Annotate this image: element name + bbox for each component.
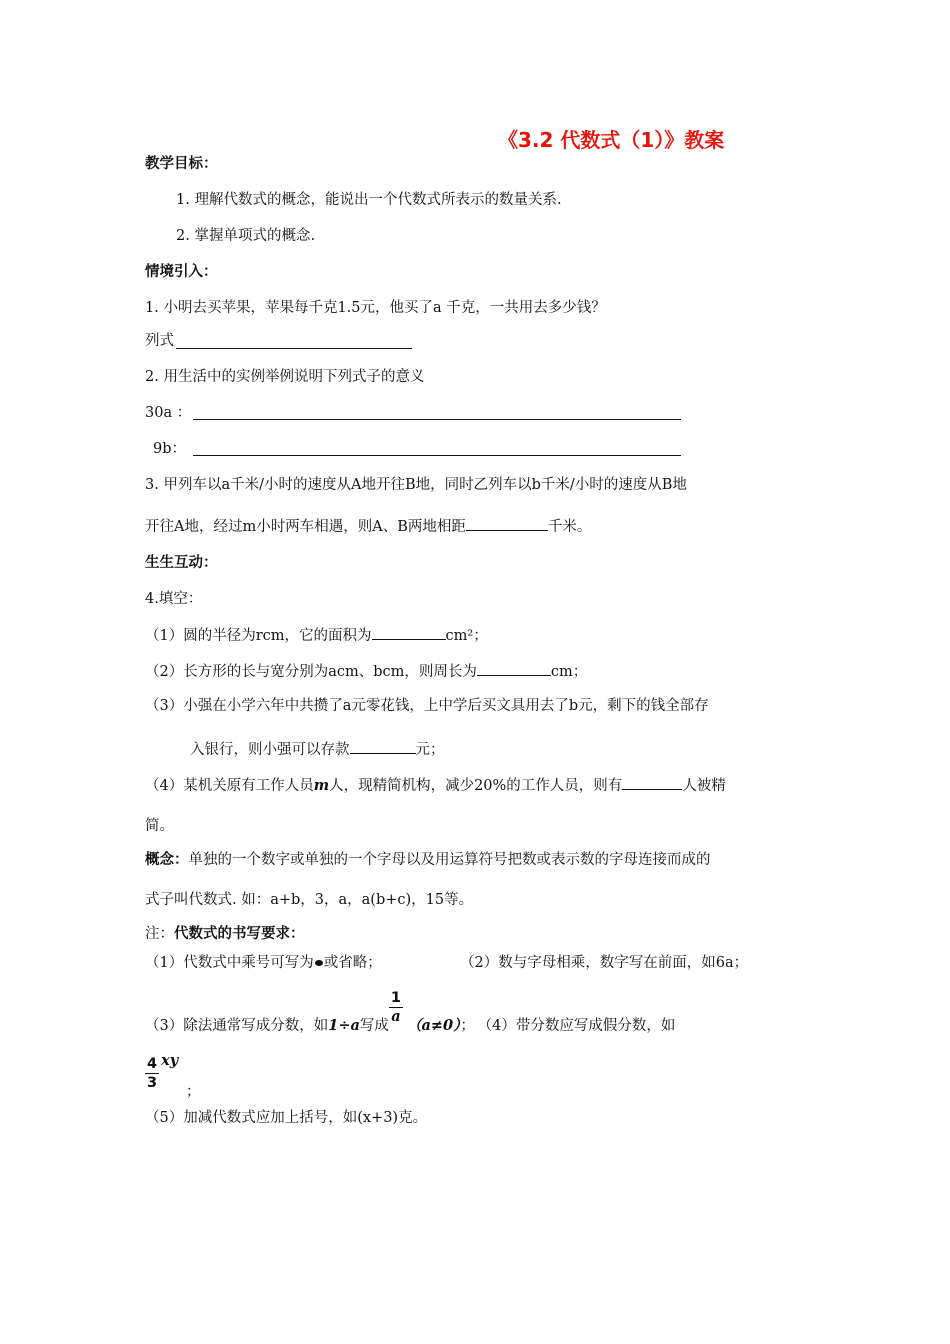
intro-heading: 情境引入： (145, 264, 218, 280)
q3-text-pre: 开往A地，经过m小时两车相遇，则A、B两地相距 (145, 519, 466, 535)
notes-heading-line (145, 924, 305, 944)
goal-item-2: 2. 掌握单项式的概念. (176, 228, 316, 244)
multiplication-dot-icon (315, 960, 323, 966)
n1-text-post: 或省略； (323, 955, 382, 971)
q3-text-post: 千米。 (547, 519, 592, 535)
document-title: 《3.2 代数式（1）》教案 (498, 128, 725, 152)
p3-text-pre: 入银行，则小强可以存款 (190, 742, 350, 758)
goal-item-1: 1. 理解代数式的概念，能说出一个代数式所表示的数量关系. (176, 192, 562, 208)
q2-item-a-label: 30a ： (145, 405, 192, 421)
intro-question-2: 2. 用生活中的实例举例说明下列式子的意义 (145, 369, 425, 385)
problem-1 (145, 624, 488, 646)
interaction-heading: 生生互动： (145, 555, 218, 571)
fill-blank (622, 774, 682, 790)
intro-q1-answer-label: 列式 (145, 333, 174, 349)
p1-text-pre: （1）圆的半径为rcm，它的面积为 (145, 628, 372, 644)
p4-text-post: 人被精 (682, 778, 726, 794)
p4-text-pre: （4）某机关原有工作人员 (145, 778, 314, 794)
note-2: （2）数与字母相乘，数字写在前面，如6a； (460, 955, 749, 971)
fraction-1-over-a (389, 989, 403, 1026)
concept-text-1: 单独的一个数字或单独的一个字母以及用运算符号把数或表示数的字母连接而成的 (188, 852, 711, 868)
fraction-denominator: 3 (147, 1074, 158, 1091)
notes-label: 注： (145, 926, 174, 942)
fill-blank (477, 660, 551, 676)
fraction-numerator: 4 (147, 1055, 158, 1072)
p1-text-post: cm²； (445, 628, 488, 644)
concept-label: 概念： (145, 852, 189, 868)
problem-3-line2 (190, 738, 445, 760)
p2-text-post: cm； (550, 664, 588, 680)
n1-text-pre: （1）代数式中乘号可写为 (145, 955, 314, 971)
fill-blank (350, 738, 416, 754)
nonzero-condition: （a≠0） (406, 1017, 461, 1034)
p3-text-post: 元； (415, 742, 445, 758)
p4-text-mid: 人，现精简机构，减少20%的工作人员，则有 (329, 778, 623, 794)
n4-text-pre: （4）带分数应写成假分数，如 (484, 1018, 676, 1034)
p2-text-pre: （2）长方形的长与宽分别为acm、bcm，则周长为 (145, 664, 477, 680)
note-4-example (145, 1052, 178, 1092)
answer-line (193, 455, 681, 456)
n3-separator: ； (460, 1018, 475, 1034)
problem-4-line1 (145, 774, 726, 796)
fill-heading: 4.填空： (145, 591, 203, 607)
note-1 (145, 953, 382, 973)
fraction-numerator: 1 (390, 989, 401, 1006)
n3-text-mid: 写成 (359, 1018, 389, 1034)
fill-blank (466, 515, 548, 531)
note-4-end: ； (186, 1084, 201, 1100)
problem-4-line2: 简。 (145, 818, 174, 834)
intro-question-3-line2 (145, 515, 591, 537)
division-expression: 1÷a (328, 1017, 360, 1034)
goals-heading: 教学目标： (145, 156, 218, 172)
answer-line (193, 419, 681, 420)
concept-line2: 式子叫代数式. 如：a+b，3，a，a(b+c)，15等。 (145, 892, 474, 908)
note-3-4-line (145, 989, 676, 1036)
fraction-denominator: a (391, 1007, 401, 1025)
variable-m: m (313, 777, 330, 794)
fill-blank (372, 624, 446, 640)
variable-xy: xy (161, 1052, 179, 1069)
answer-line (176, 348, 412, 349)
intro-question-1: 1. 小明去买苹果，苹果每千克1.5元，他买了a 千克，一共用去多少钱？ (145, 300, 606, 316)
concept-line1 (145, 850, 711, 870)
problem-3-line1: （3）小强在小学六年中共攒了a元零花钱，上中学后买文具用去了b元，剩下的钱全部存 (145, 698, 709, 714)
notes-heading: 代数式的书写要求： (174, 926, 305, 942)
problem-2 (145, 660, 587, 682)
intro-question-3-line1: 3. 甲列车以a千米/小时的速度从A地开往B地，同时乙列车以b千米/小时的速度从B地 (145, 477, 687, 493)
note-5: （5）加减代数式应加上括号，如(x+3)克。 (145, 1110, 428, 1126)
q2-item-b-label: 9b： (153, 441, 187, 457)
fraction-4-over-3 (145, 1055, 159, 1092)
n3-text-pre: （3）除法通常写成分数，如 (145, 1018, 329, 1034)
